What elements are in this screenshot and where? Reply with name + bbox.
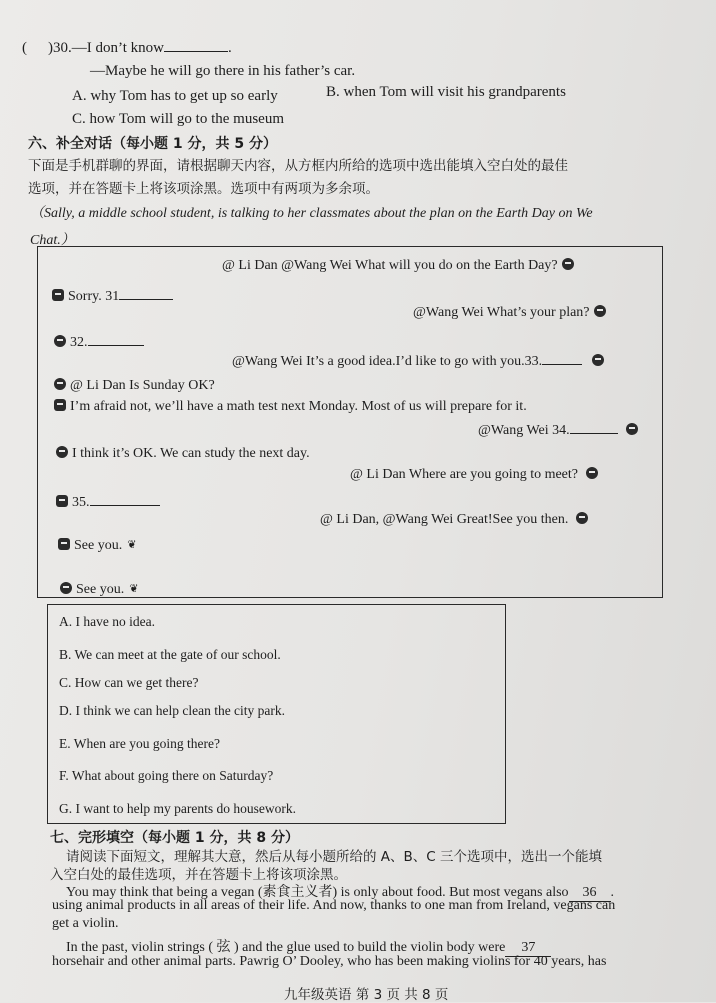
section6-context-2: Chat.） bbox=[30, 233, 75, 248]
chat-message-13: See you. ❦ bbox=[54, 538, 136, 554]
avatar-icon bbox=[60, 582, 72, 594]
option-b: B. We can meet at the gate of our school. bbox=[59, 647, 281, 662]
avatar-icon bbox=[56, 495, 68, 507]
option-c: C. How can we get there? bbox=[59, 675, 199, 690]
chat-message-5: @Wang Wei It’s a good idea.I’d like to go with you.33. bbox=[232, 352, 608, 370]
chat-message-4: 32. bbox=[50, 333, 144, 351]
q30-option-c: C. how Tom will go to the museum bbox=[72, 111, 285, 127]
option-g: G. I want to help my parents do housework. bbox=[59, 801, 296, 816]
avatar-icon bbox=[576, 512, 588, 524]
chat-message-14: See you. ❦ bbox=[56, 582, 138, 598]
q30-option-b: B. when Tom will visit his grandparents bbox=[326, 84, 566, 100]
option-f: F. What about going there on Saturday? bbox=[59, 768, 274, 783]
section6-instruction-1: 下面是手机群聊的界面，请根据聊天内容，从方框内所给的选项中选出能填入空白处的最佳 bbox=[28, 158, 568, 174]
passage-line-3: get a violin. bbox=[52, 916, 119, 931]
avatar-icon bbox=[54, 335, 66, 347]
chat-message-10: @ Li Dan Where are you going to meet? bbox=[350, 467, 602, 483]
q30-paren: ( bbox=[22, 40, 27, 56]
chat-message-11: 35. bbox=[52, 493, 160, 511]
avatar-icon bbox=[592, 354, 604, 366]
passage-line-5: horsehair and other animal parts. Pawrig O’ Dooley, who has been making violins for 40 years, has bbox=[52, 954, 607, 969]
q30-reply: —Maybe he will go there in his father’s car. bbox=[90, 63, 356, 79]
section6-instruction-2: 选项，并在答题卡上将该项涂黑。选项中有两项为多余项。 bbox=[28, 181, 379, 197]
avatar-icon bbox=[54, 399, 66, 411]
section7-heading: 七、完形填空（每小题 1 分，共 8 分） bbox=[50, 830, 299, 846]
option-d: D. I think we can help clean the city park. bbox=[59, 703, 286, 718]
option-a: A. I have no idea. bbox=[59, 614, 155, 629]
q30-option-a: A. why Tom has to get up so early bbox=[72, 88, 278, 104]
section7-instruction-1: 请阅读下面短文，理解其大意，然后从每小题所给的 A、B、C 三个选项中，选出一个能填 bbox=[66, 849, 603, 865]
avatar-icon bbox=[54, 378, 66, 390]
chat-message-7: I’m afraid not, we’ll have a math test next Monday. Most of us will prepare for it. bbox=[50, 399, 527, 415]
flower-icon: ❦ bbox=[129, 583, 139, 595]
avatar-icon bbox=[586, 467, 598, 479]
option-e: E. When are you going there? bbox=[59, 736, 220, 751]
chat-message-9: I think it’s OK. We can study the next day. bbox=[52, 446, 310, 462]
avatar-icon bbox=[562, 258, 574, 270]
avatar-icon bbox=[594, 305, 606, 317]
avatar-icon bbox=[626, 423, 638, 435]
chat-message-12: @ Li Dan, @Wang Wei Great!See you then. bbox=[320, 512, 592, 528]
flower-icon: ❦ bbox=[127, 539, 137, 551]
chat-message-3: @Wang Wei What’s your plan? bbox=[413, 305, 610, 321]
avatar-icon bbox=[58, 538, 70, 550]
page-footer: 九年级英语 第 3 页 共 8 页 bbox=[284, 987, 449, 1003]
chat-message-8: @Wang Wei 34. bbox=[478, 421, 642, 439]
section7-instruction-2: 入空白处的最佳选项，并在答题卡上将该项涂黑。 bbox=[50, 867, 347, 883]
chat-message-2: Sorry. 31 bbox=[48, 287, 173, 305]
avatar-icon bbox=[56, 446, 68, 458]
chat-message-1: @ Li Dan @Wang Wei What will you do on the Earth Day? bbox=[222, 258, 578, 274]
passage-line-4: In the past, violin strings ( 弦 ) and the glue used to build the violin body were 37 bbox=[66, 936, 551, 957]
avatar-icon bbox=[52, 289, 64, 301]
passage-line-1: You may think that being a vegan (素食主义者) is only about food. But most vegans also 36 . bbox=[66, 885, 615, 900]
passage-line-2: using animal products in all areas of their life. And now, thanks to one man from Ireland, vegans can bbox=[52, 898, 616, 913]
section6-heading: 六、补全对话（每小题 1 分，共 5 分） bbox=[28, 136, 277, 152]
chat-message-6: @ Li Dan Is Sunday OK? bbox=[50, 378, 215, 394]
section6-context-1: （Sally, a middle school student, is talking to her classmates about the plan on the Earth Day on We bbox=[30, 206, 593, 221]
q30-stem: )30.—I don’t know . bbox=[48, 40, 232, 56]
